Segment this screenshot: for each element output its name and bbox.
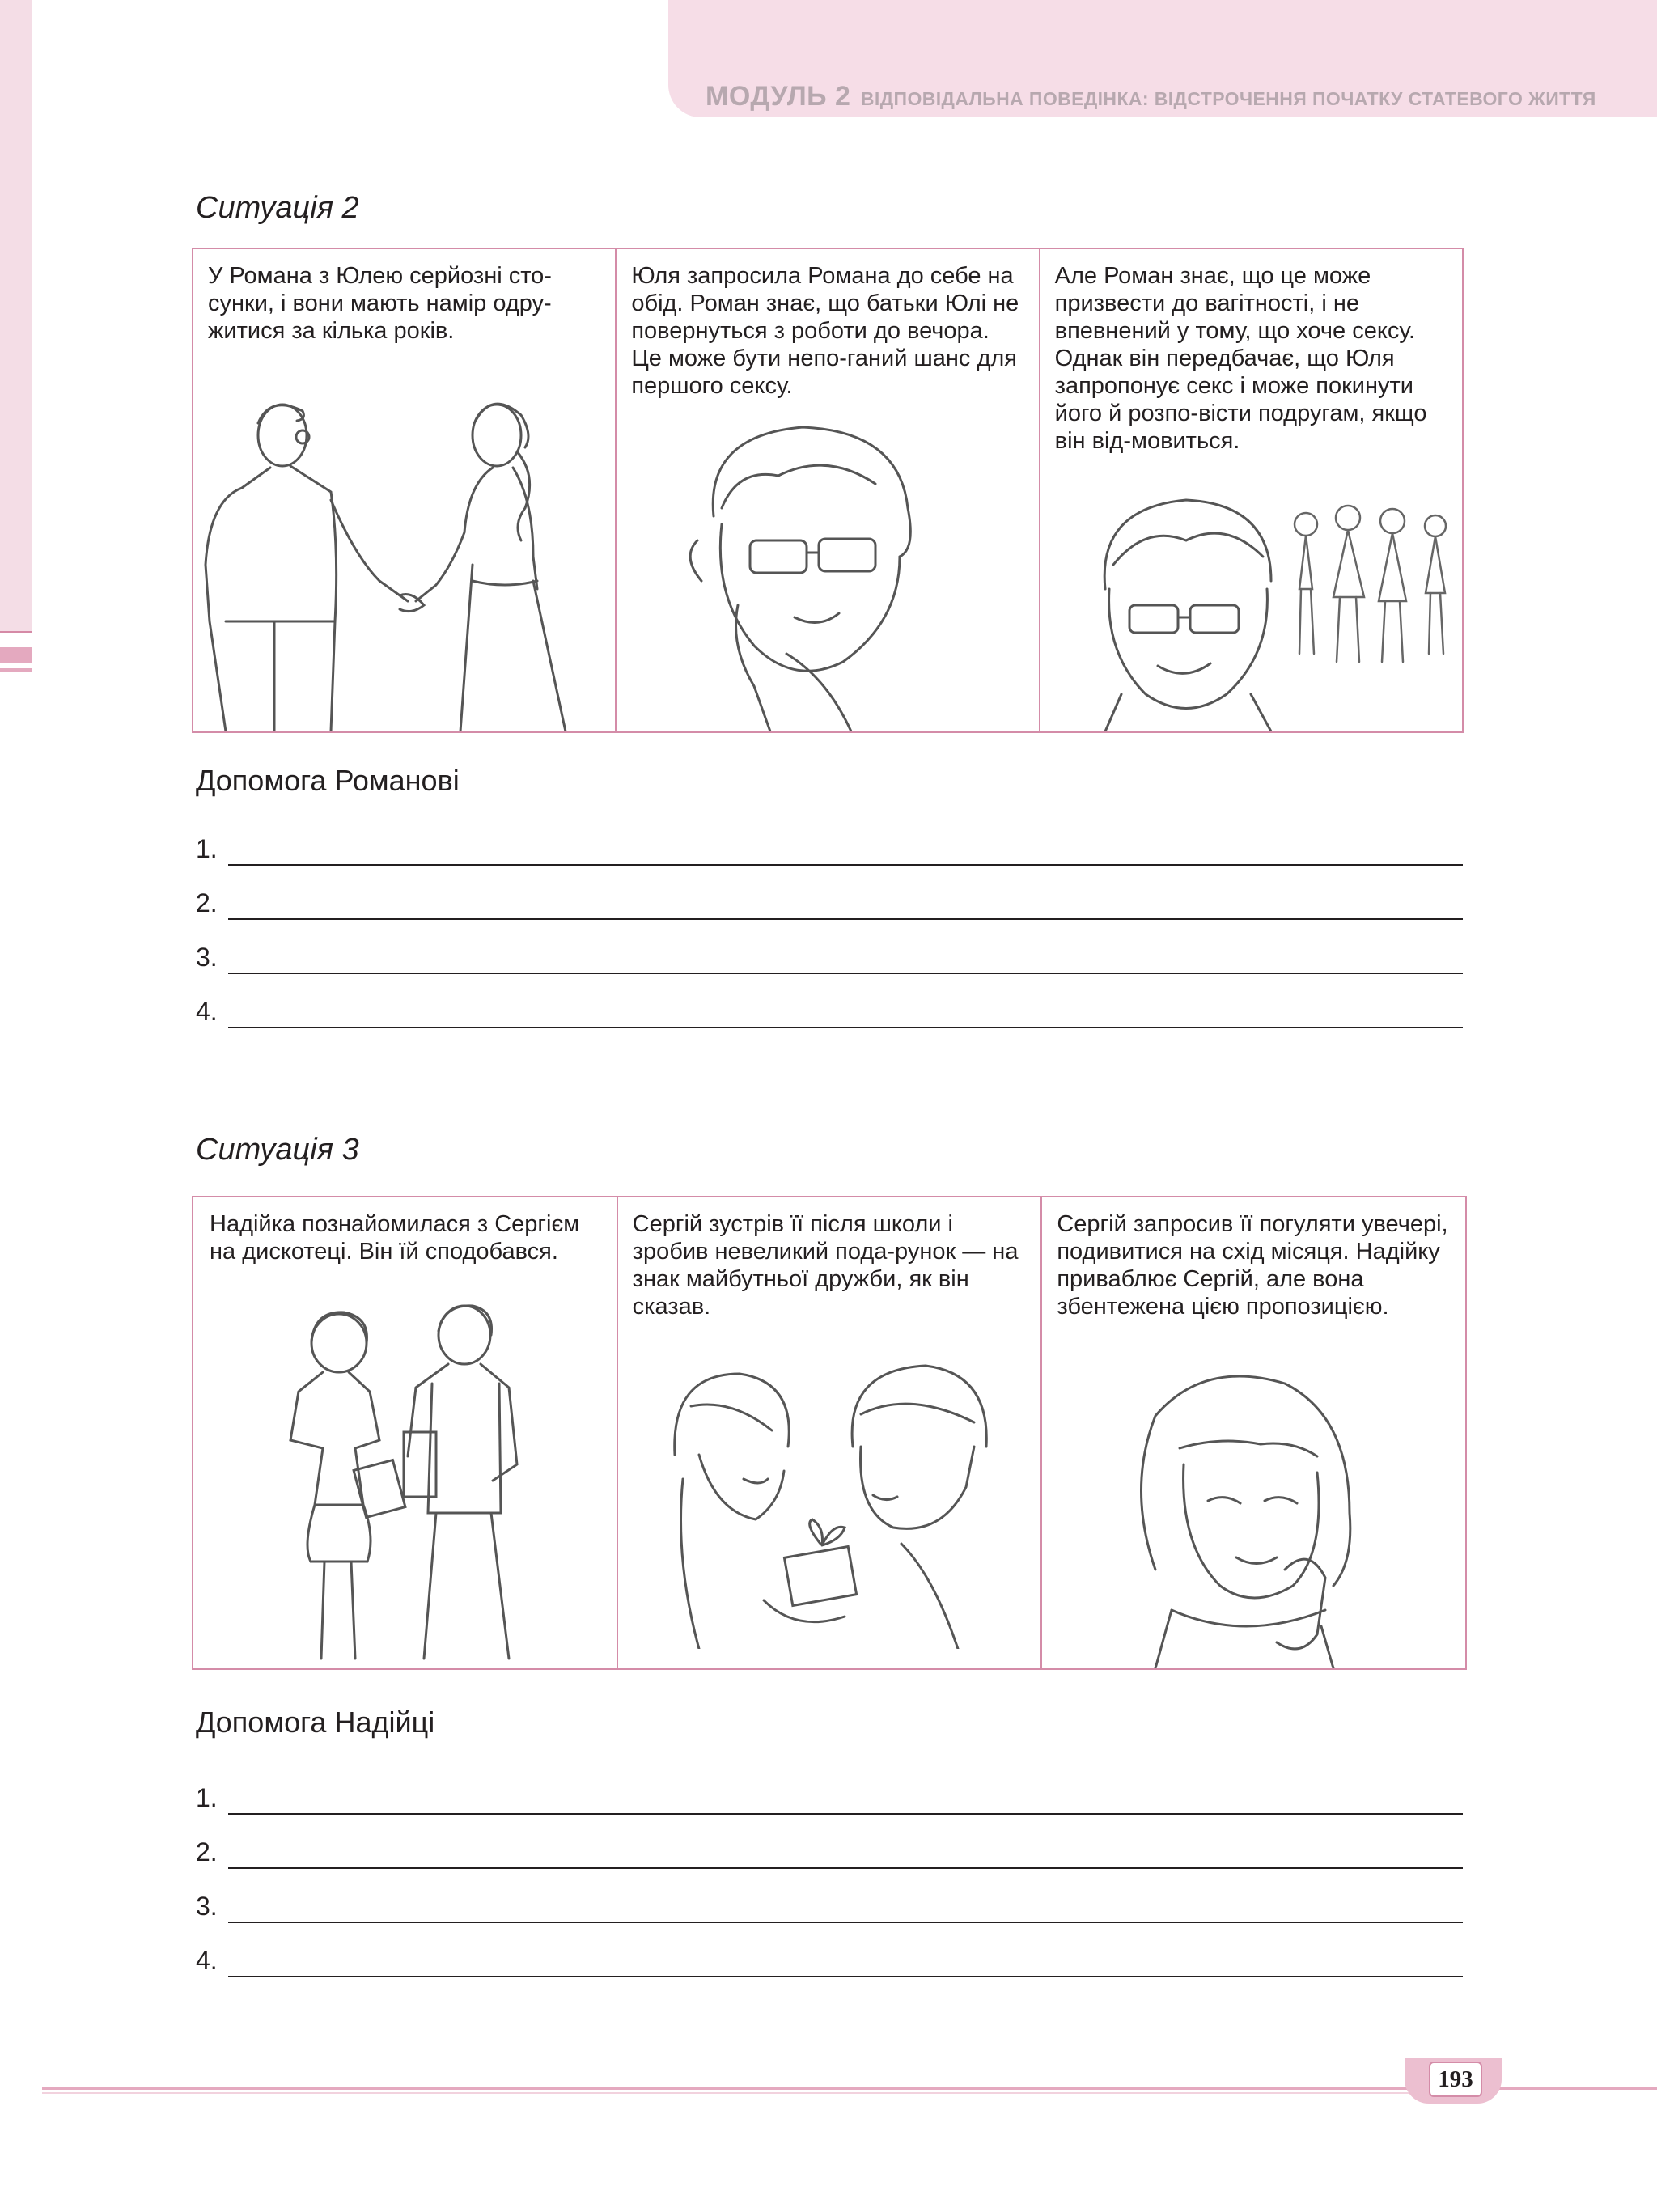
- gift-giving-illustration: [667, 1358, 990, 1649]
- answer-rule: [228, 1813, 1463, 1815]
- left-margin-strip: [0, 0, 32, 631]
- situation-3-panel-2: [618, 1197, 1043, 1668]
- answer-rule: [228, 1027, 1463, 1028]
- situation-2-answer-line-2[interactable]: [196, 883, 1463, 920]
- girlfriends-group-illustration: [1283, 500, 1461, 670]
- left-margin-marker-thin: [0, 668, 32, 672]
- footer-rule-light: [42, 2092, 1434, 2094]
- answer-number: 3.: [196, 943, 218, 972]
- panel-caption: Сергій зустрів її після школи і зробив невеликий пода-рунок — на знак майбутньої дружби, як він сказав.: [632, 1211, 1019, 1320]
- answer-rule: [228, 1976, 1463, 1977]
- situation-3-panel-3: [1042, 1197, 1465, 1668]
- answer-number: 2.: [196, 888, 218, 917]
- situation-2-answer-line-4[interactable]: [196, 991, 1463, 1028]
- answer-number: 1.: [196, 834, 218, 863]
- situation-2-answer-line-1[interactable]: [196, 828, 1463, 866]
- situation-3-answer-line-4[interactable]: [196, 1940, 1463, 1977]
- situation-2-help-title: Допомога Романові: [196, 764, 460, 797]
- answer-rule: [228, 864, 1463, 866]
- situation-2-panel-3: [1040, 249, 1462, 731]
- thoughtful-girl-illustration: [1123, 1367, 1366, 1668]
- situation-3-title: Ситуація 3: [196, 1133, 359, 1167]
- answer-number: 4.: [196, 997, 218, 1026]
- module-subtitle: ВІДПОВІДАЛЬНА ПОВЕДІНКА: ВІДСТРОЧЕННЯ ПОЧАТКУ СТАТЕВОГО ЖИТТЯ: [860, 88, 1596, 109]
- page-number: 193: [1429, 2062, 1482, 2097]
- situation-2-answer-line-3[interactable]: [196, 937, 1463, 974]
- panel-caption: Надійка познайомилася з Сергієм на дискотеці. Він їй сподобався.: [210, 1211, 580, 1265]
- module-label: МОДУЛЬ 2: [706, 81, 851, 112]
- header-text: [706, 81, 1596, 112]
- left-margin-rule: [0, 631, 32, 633]
- answer-number: 3.: [196, 1892, 218, 1921]
- situation-2-panel-2: [617, 249, 1040, 731]
- answer-rule: [228, 918, 1463, 920]
- situation-3-answer-line-1[interactable]: [196, 1778, 1463, 1815]
- answer-rule: [228, 973, 1463, 974]
- worried-boy-illustration: [1089, 492, 1283, 731]
- situation-2-panel-1: [193, 249, 617, 731]
- panel-caption: Але Роман знає, що це може призвести до вагітності, і не впевнений у тому, що хоче сексу. Однак він передбачає, що Юля запропонує секс і може покинути його й розпо-вісти подругам, якщо він від-мовиться.: [1054, 263, 1427, 454]
- situation-3-answer-line-2[interactable]: [196, 1832, 1463, 1869]
- answer-rule: [228, 1922, 1463, 1923]
- situation-3-answer-line-3[interactable]: [196, 1886, 1463, 1923]
- teens-meeting-illustration: [274, 1303, 549, 1668]
- couple-holding-hands-illustration: [193, 379, 614, 731]
- answer-rule: [228, 1867, 1463, 1869]
- situation-2-comic: [192, 248, 1464, 733]
- answer-number: 2.: [196, 1837, 218, 1867]
- left-margin-marker: [0, 647, 32, 663]
- situation-3-comic: [192, 1196, 1467, 1670]
- situation-3-help-title: Допомога Надійці: [196, 1706, 435, 1739]
- answer-number: 4.: [196, 1946, 218, 1975]
- answer-number: 1.: [196, 1783, 218, 1812]
- situation-3-panel-1: [193, 1197, 618, 1668]
- thinking-boy-illustration: [665, 419, 973, 731]
- situation-2-title: Ситуація 2: [196, 191, 359, 225]
- panel-caption: У Романа з Юлею серйозні сто-сунки, і вони мають намір одру-житися за кілька років.: [208, 263, 552, 344]
- page-header: [668, 0, 1657, 117]
- panel-caption: Сергій запросив її погуляти увечері, подивитися на схід місяця. Надійку приваблює Сергій, але вона збентежена цією пропозицією.: [1057, 1211, 1448, 1320]
- panel-caption: Юля запросила Романа до себе на обід. Роман знає, що батьки Юлі не повернуться з роботи до вечора. Це може бути непо-ганий шанс для першого сексу.: [631, 263, 1019, 399]
